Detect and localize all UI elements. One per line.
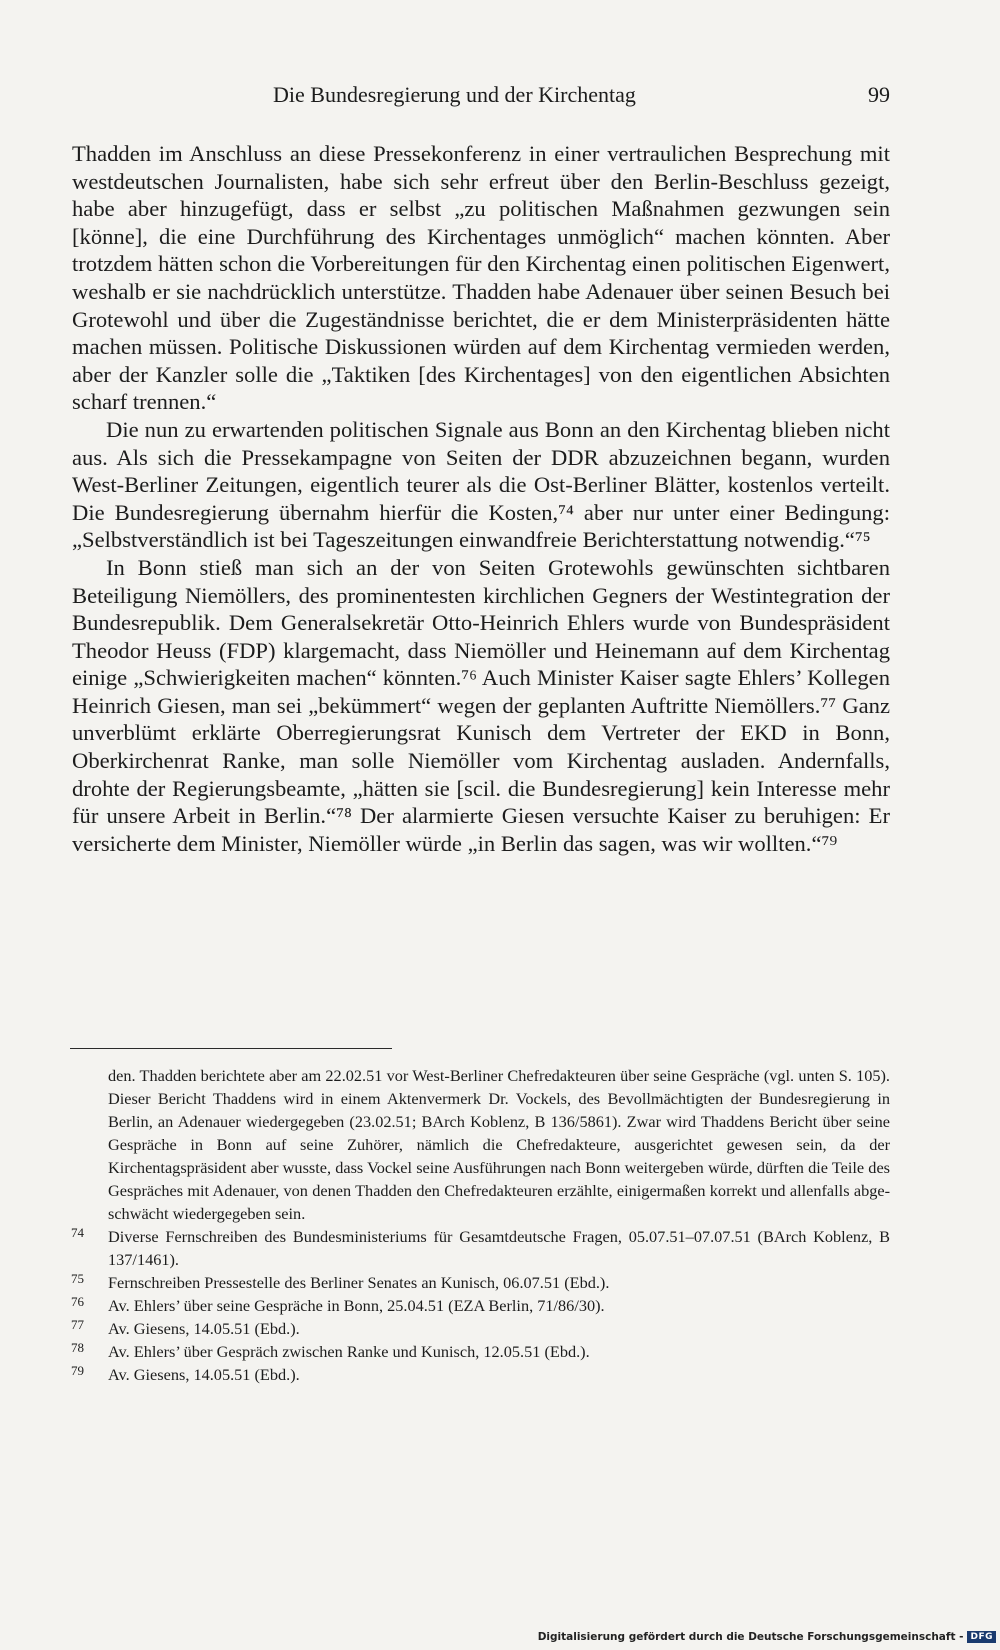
footnote-number: 77 [71,1317,84,1332]
paragraph-1: Thadden im Anschluss an diese Pressekonferenz in einer vertraulichen Besprechung mit westdeutschen Journalisten, habe sich sehr erfreut über den Berlin-Beschluss gezeigt, habe aber hinzugefügt, dass er selbst „zu politischen Maßnahmen gezwungen sein [könne], die eine Durchführung des Kirchentages unmöglich“ machen könnten. Aber trotzdem hätten schon die Vorbereitungen für den Kirchentag einen politischen Eigenwert, weshalb er sie nachdrücklich unterstütze. Thadden habe Adenauer über seinen Besuch bei Grotewohl und über die Zugeständnisse berichtet, die er dem Ministerpräsidenten hätte machen müssen. Politische Diskussionen würden auf dem Kirchentag vermieden werden, aber der Kanzler solle die „Taktiken [des Kirchentages] von den eigentlichen Absichten scharf trennen.“ [72,141,890,415]
footnote-text: Av. Giesens, 14.05.51 (Ebd.). [108,1365,300,1384]
footnote-79 [68,1363,890,1386]
footnote-continuation: den. Thadden berichtete aber am 22.02.51 vor West-Berliner Chefredakteuren über seine Gespräche (vgl. unten S. 105). Dieser Bericht Thaddens wird in einem Aktenvermerk Dr. Vockels, des Bevollmächtigten der Bundesregierung in Berlin, an Adenauer wiedergegeben (23.02.51; BArch Koblenz, B 136/5861). Zwar wird Thaddens Bericht über seine Gespräche in Bonn auf seine Zuhörer, nämlich die Chefredakteure, ausgerichtet gewesen sein, da der Kirchentagspräsident aber wusste, dass Vockel seine Ausführungen nach Bonn weitergeben würde, dürften die Teile des Gespräches mit Adenauer, von denen Thadden den Chefredakteuren erzählte, einigermaßen korrekt und allenfalls abgeschwächt wiedergegeben sein. [108,1066,890,1223]
page-header [270,82,890,114]
footnote-number: 78 [71,1340,84,1355]
footnotes [68,1064,890,1386]
footnote-number: 76 [71,1294,84,1309]
footnote-75 [68,1271,890,1294]
footnote-78 [68,1340,890,1363]
dfg-logo: DFG [967,1631,996,1643]
footnote-76 [68,1294,890,1317]
footnote-text: Fernschreiben Pressestelle des Berliner Senates an Kunisch, 06.07.51 (Ebd.). [108,1273,610,1292]
body-text [72,140,890,857]
footnote-77 [68,1317,890,1340]
footnote-text: Av. Giesens, 14.05.51 (Ebd.). [108,1319,300,1338]
paragraph-3: In Bonn stieß man sich an der von Seiten Grotewohls gewünschten sichtbaren Beteiligung Niemöllers, des prominentesten kirchlichen Gegners der Westintegration der Bundesrepublik. Dem Generalsekretär Otto-Heinrich Ehlers wurde von Bundespräsident Theodor Heuss (FDP) klargemacht, dass Niemöller und Heinemann auf dem Kirchentag einige „Schwierigkeiten machen“ könnten.⁷⁶ Auch Minister Kaiser sagte Ehlers’ Kollegen Heinrich Giesen, man sei „bekümmert“ wegen der geplanten Auftritte Niemöllers.⁷⁷ Ganz unverblümt erklärte Oberregierungsrat Kunisch dem Vertreter der EKD in Bonn, Oberkirchenrat Ranke, man solle Niemöller vom Kirchentag ausladen. Andernfalls, drohte der Regierungsbeamte, „hätten sie [scil. die Bundesregierung] kein Interesse mehr für unsere Arbeit in Berlin.“⁷⁸ Der alarmierte Giesen versuchte Kaiser zu beruhigen: Er versicherte dem Minister, Niemöller würde „in Berlin das sagen, was wir wollten.“⁷⁹ [72,554,890,856]
running-title: Die Bundesregierung und der Kirchentag [273,82,636,107]
footnote-number: 75 [71,1271,84,1286]
footnote-74 [68,1225,890,1271]
page-number: 99 [868,82,890,107]
paragraph-2: Die nun zu erwartenden politischen Signale aus Bonn an den Kirchentag blieben nicht aus. Als sich die Pressekampagne von Seiten der DDR abzuzeichnen begann, wurden West-Berliner Zeitungen, eigentlich teurer als die Ost-Berliner Blätter, kostenlos verteilt. Die Bundesregierung übernahm hierfür die Kosten,⁷⁴ aber nur unter einer Bedingung: „Selbstverständlich ist bei Tageszeitungen einwandfreie Berichterstattung notwendig.“⁷⁵ [72,416,890,553]
footnote-text: Av. Ehlers’ über seine Gespräche in Bonn, 25.04.51 (EZA Berlin, 71/86/30). [108,1296,605,1315]
footnote-text: Diverse Fernschreiben des Bundesministeriums für Gesamtdeutsche Fragen, 05.07.51–07.07.51 (BArch Koblenz, B 137/1461). [108,1227,890,1269]
funding-text: Digitalisierung gefördert durch die Deutsche Forschungsgemeinschaft - [537,1631,964,1643]
funding-banner [538,1628,996,1646]
footnote-number: 79 [71,1363,84,1378]
footnote-text: Av. Ehlers’ über Gespräch zwischen Ranke und Kunisch, 12.05.51 (Ebd.). [108,1342,590,1361]
footnote-number: 74 [71,1225,84,1240]
footnote-separator [70,1048,392,1049]
